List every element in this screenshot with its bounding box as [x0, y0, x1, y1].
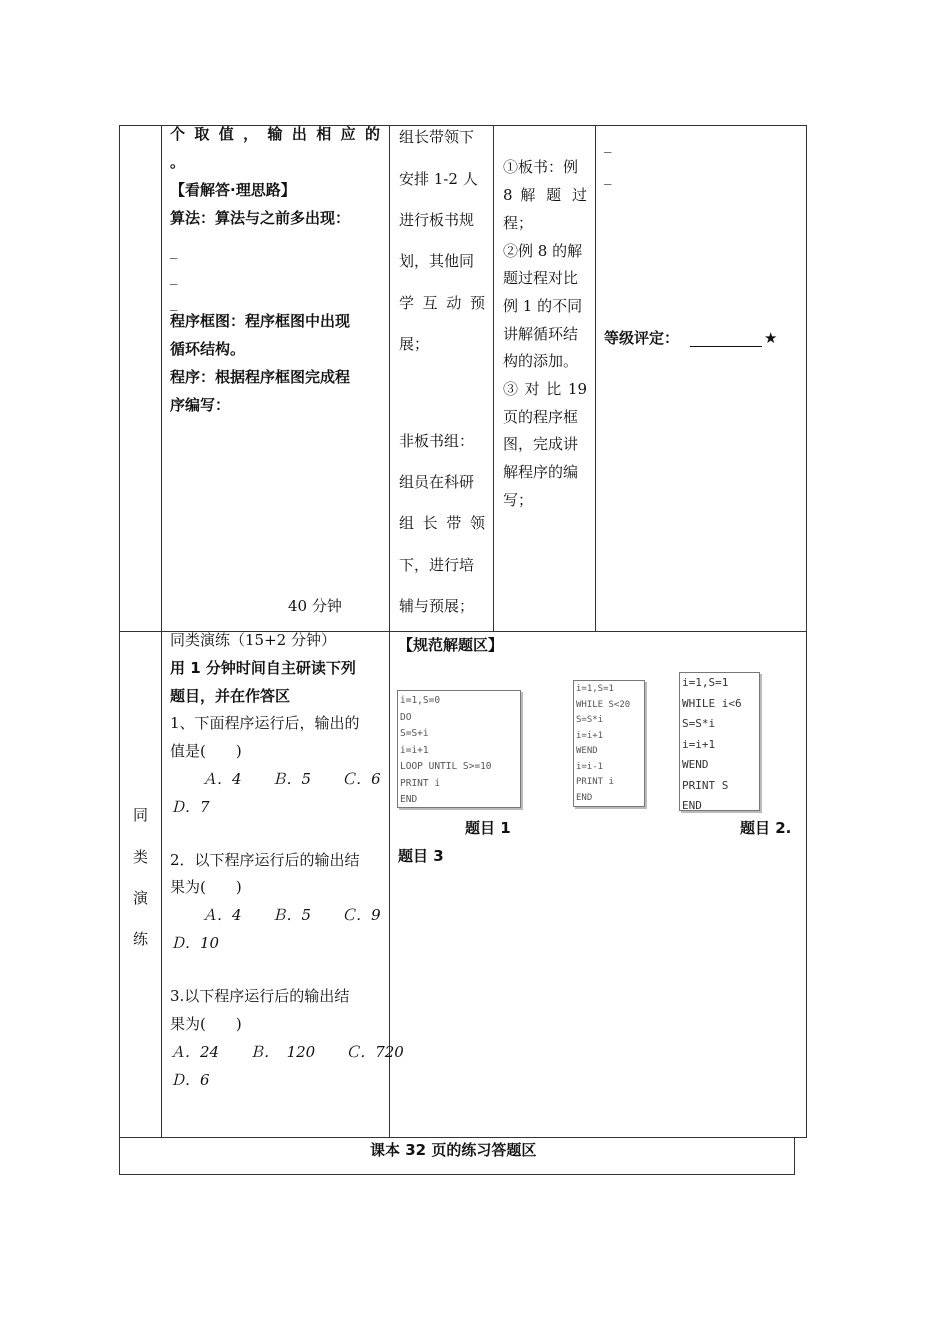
question-3: 3.以下程序运行后的输出结 — [170, 987, 350, 1005]
text-line: 循环结构。 — [170, 340, 246, 358]
question-1-options: Ａ．4 Ｂ．5 Ｃ．6 — [202, 770, 381, 788]
text-line: 写； — [503, 491, 534, 509]
question-2: 2．以下程序运行后的输出结 — [170, 851, 360, 869]
text-line: 页的程序框 — [503, 408, 579, 426]
code-line: i=i-1 — [576, 761, 604, 772]
text-line: 个 取 值 ， 输 出 相 应 的 — [170, 125, 380, 143]
instruction-line: 用 1 分钟时间自主研读下列 — [170, 659, 356, 677]
text-line: 组员在科研 — [399, 473, 475, 491]
text-line: 进行板书规 — [399, 211, 475, 229]
text-line: 8 解 题 过 — [503, 186, 587, 204]
side-char: 演 — [133, 889, 149, 907]
problem-label-3: 题目 3 — [398, 847, 444, 865]
code-line: LOOP UNTIL S>=10 — [400, 761, 492, 772]
text-line: 解程序的编 — [503, 463, 579, 481]
text-line: 图，完成讲 — [503, 435, 579, 453]
question-3-options: Ａ．24 Ｂ． 120 Ｃ．720 — [170, 1043, 404, 1061]
practice-title: 同类演练（15+2 分钟） — [170, 631, 336, 649]
code-line: i=i+1 — [400, 744, 429, 756]
code-block-1 — [397, 690, 521, 808]
answer-area-heading: 【规范解题区】 — [398, 636, 504, 654]
question-2-options: Ａ．4 Ｂ．5 Ｃ．9 — [202, 906, 381, 924]
text-line: 讲解循环结 — [503, 325, 579, 343]
code-line: END — [682, 799, 702, 811]
instruction-line: 题目，并在作答区 — [170, 687, 291, 705]
code-line: END — [576, 792, 593, 803]
question-2-option-d: Ｄ．10 — [170, 934, 220, 952]
text-line: 序编写： — [170, 396, 231, 414]
code-line: i=i+1 — [576, 730, 604, 741]
question-3-option-d: Ｄ．6 — [170, 1071, 210, 1089]
code-line: WHILE S<20 — [576, 699, 631, 710]
code-line: PRINT S — [682, 778, 729, 792]
side-char: 同 — [133, 806, 149, 824]
text-line: 组 长 带 领 — [399, 514, 485, 532]
code-line: S=S*i — [682, 717, 716, 730]
text-line: ③ 对 比 19 — [503, 380, 587, 398]
text-line: 展； — [399, 335, 430, 353]
grid-line — [794, 1137, 795, 1175]
code-line: WEND — [576, 746, 598, 756]
text-line: 下，进行培 — [399, 556, 475, 574]
code-line: i=1,S=1 — [682, 676, 729, 689]
text-line: 程序框图：程序框图中出现 — [170, 312, 351, 330]
code-line: PRINT i — [400, 777, 441, 789]
question-1-option-d: Ｄ．7 — [170, 798, 210, 816]
text-line: 安排 1-2 人 — [399, 170, 478, 188]
code-block-2 — [573, 680, 645, 807]
blank-line: _ — [604, 135, 612, 153]
text-line: 划，其他同 — [399, 252, 475, 270]
section-heading: 【看解答·理思路】 — [170, 181, 296, 199]
code-line: DO — [400, 711, 412, 723]
problem-label-1: 题目 1 — [465, 819, 511, 837]
text-line: 程； — [503, 214, 534, 232]
question-1: 1、下面程序运行后，输出的 — [170, 714, 360, 732]
text-line: 非板书组： — [399, 432, 475, 450]
text-line: 学 互 动 预 — [399, 294, 485, 312]
text-line: 程序：根据程序框图完成程 — [170, 368, 351, 386]
grid-line — [493, 125, 494, 631]
grid-line — [119, 1174, 795, 1175]
question-3: 果为( ) — [170, 1015, 242, 1033]
time-label: 40 分钟 — [288, 597, 342, 615]
code-line: i=1,S=0 — [400, 695, 441, 706]
text-line: ①板书：例 — [503, 158, 579, 176]
rating-label: 等级评定： — [604, 329, 680, 347]
text-line: 算法：算法与之前多出现： — [170, 209, 351, 227]
blank-line: _ — [170, 293, 178, 311]
rating-blank[interactable] — [690, 346, 762, 347]
text-line: ②例 8 的解 — [503, 242, 583, 260]
textbook-answer-area-title: 课本 32 页的练习答题区 — [370, 1141, 537, 1159]
side-char: 练 — [133, 930, 149, 948]
code-line: i=i+1 — [682, 737, 716, 751]
question-1: 值是( ) — [170, 742, 242, 760]
text-line: 例 1 的不同 — [503, 297, 583, 315]
blank-line: _ — [170, 267, 178, 285]
code-line: WEND — [682, 758, 709, 771]
code-line: WHILE i<6 — [682, 696, 742, 710]
blank-line: _ — [604, 167, 612, 185]
text-line: 组长带领下 — [399, 128, 475, 146]
code-line: END — [400, 794, 418, 805]
grid-line — [595, 125, 596, 631]
text-line: 构的添加。 — [503, 352, 579, 370]
question-2: 果为( ) — [170, 878, 242, 896]
text-line: 。 — [170, 153, 186, 171]
code-line: S=S+i — [400, 728, 429, 739]
code-block-3 — [679, 672, 760, 811]
grid-line — [119, 125, 120, 1175]
problem-label-2: 题目 2. — [740, 819, 792, 837]
code-line: i=1,S=1 — [576, 684, 614, 694]
blank-line: _ — [170, 241, 178, 259]
code-line: S=S*i — [576, 715, 604, 725]
star-icon: ★ — [764, 329, 778, 347]
text-line: 题过程对比 — [503, 269, 579, 287]
code-line: PRINT i — [576, 777, 614, 787]
text-line: 辅与预展； — [399, 597, 475, 615]
side-char: 类 — [133, 848, 149, 866]
